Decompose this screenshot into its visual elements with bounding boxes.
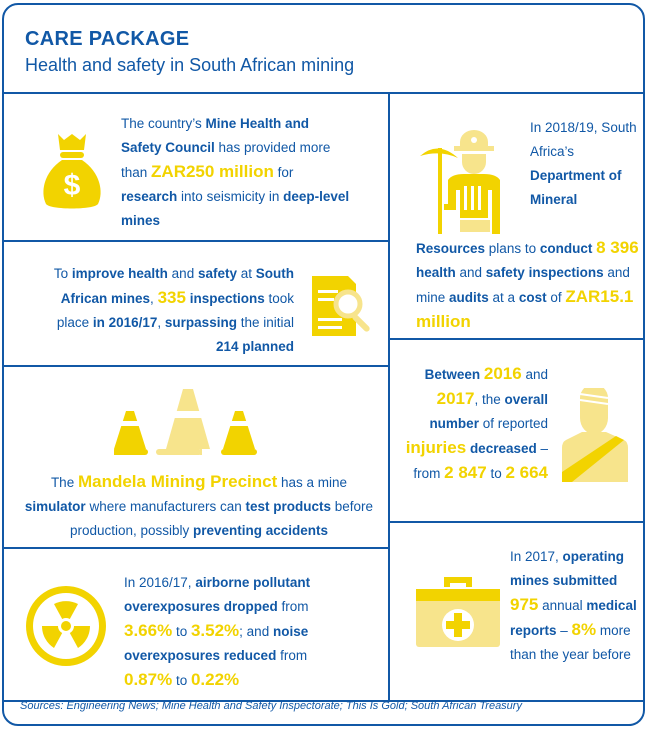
text-segment: In 2016/17, <box>124 575 196 590</box>
medical-cell <box>388 521 645 702</box>
highlight-figure: 335 <box>157 288 186 307</box>
bold-text: research <box>121 189 178 204</box>
simulator-cell <box>2 365 390 549</box>
bold-text: Resources <box>416 241 486 256</box>
bold-text: health <box>416 265 456 280</box>
bold-text: airborne pollutant overexposures dropped <box>124 575 311 614</box>
text-segment: of reported <box>478 416 548 431</box>
text-segment: – from <box>413 441 548 481</box>
text-segment: of <box>546 290 566 305</box>
inspections-text <box>44 262 294 359</box>
text-segment: for <box>273 165 294 180</box>
bold-text: cost <box>518 290 547 305</box>
text-segment: The country’s <box>121 116 206 131</box>
bold-text: decreased <box>469 441 537 456</box>
text-segment: annual <box>538 598 587 613</box>
highlight-figure: injuries <box>405 438 467 457</box>
traffic-cones-icon <box>114 389 279 457</box>
dmr-cell <box>388 92 645 340</box>
bold-text: safety <box>197 266 237 281</box>
text-segment: ; and <box>239 624 273 639</box>
text-segment: The <box>50 475 78 490</box>
text-segment: plans to <box>485 241 540 256</box>
highlight-figure: 2017 <box>436 389 475 408</box>
text-segment: , <box>150 291 158 306</box>
text-segment: from <box>276 648 308 663</box>
dmr-text-top <box>530 116 640 212</box>
bold-text: 214 planned <box>215 339 294 354</box>
bold-text: simulator <box>24 499 86 514</box>
header <box>4 5 643 94</box>
bold-text: test products <box>245 499 332 514</box>
text-segment: more than the year before <box>510 623 631 662</box>
bold-text: conduct <box>539 241 593 256</box>
document-search-icon <box>308 272 380 344</box>
text-segment: from <box>277 599 309 614</box>
bold-text: Mine Health and Safety Council <box>121 116 310 155</box>
highlight-figure: ZAR250 million <box>151 162 274 181</box>
text-segment: where manufacturers can <box>85 499 246 514</box>
text-segment: and <box>521 367 548 382</box>
text-segment: has a mine <box>277 475 348 490</box>
dmr-text <box>416 236 642 335</box>
bold-text: surpassing <box>164 315 237 330</box>
money-bag-icon <box>40 132 104 212</box>
sources-footer: Sources: Engineering News; Mine Health and Safety Inspectorate; This Is Gold; South African Treasury <box>20 700 522 712</box>
bold-text: overall number <box>429 392 548 431</box>
highlight-figure: 0.87% <box>124 670 173 689</box>
text-segment: to <box>172 673 191 688</box>
funding-text <box>121 112 351 233</box>
text-segment: before production, possibly <box>69 499 374 538</box>
highlight-figure: 2 664 <box>505 463 548 482</box>
bold-text: in 2016/17 <box>92 315 158 330</box>
pollutants-cell <box>2 547 390 702</box>
highlight-figure: 8 396 <box>596 238 639 257</box>
injuries-text <box>402 362 548 486</box>
bold-text: South African mines <box>60 266 294 306</box>
highlight-figure: Mandela Mining Precinct <box>77 472 278 491</box>
bold-text: Department of Mineral <box>530 168 622 207</box>
svg-text:$: $ <box>63 169 81 202</box>
bold-text: noise overexposures reduced <box>124 624 309 663</box>
text-segment: To <box>53 266 72 281</box>
subtitle: Health and safety in South African mining <box>25 55 355 75</box>
medical-text <box>510 545 640 667</box>
title: CARE PACKAGE <box>25 28 190 50</box>
text-segment: to <box>486 466 506 481</box>
medical-kit-icon <box>416 575 500 649</box>
text-segment: In 2017, <box>510 549 563 564</box>
text-segment: took place <box>56 291 294 330</box>
highlight-figure: 2 847 <box>444 463 487 482</box>
bold-text: audits <box>449 290 489 305</box>
highlight-figure: 2016 <box>483 364 522 383</box>
bold-text: deep-level mines <box>121 189 350 228</box>
text-segment: , <box>157 315 165 330</box>
text-segment: to <box>172 624 191 639</box>
text-segment: at a <box>488 290 519 305</box>
injured-person-icon <box>562 388 628 482</box>
bold-text: inspections <box>189 291 265 306</box>
text-segment: at <box>236 266 256 281</box>
highlight-figure: 975 <box>510 595 539 614</box>
text-segment: and <box>167 266 198 281</box>
text-segment: In 2018/19, South Africa’s <box>530 120 637 159</box>
radiation-icon <box>24 584 108 668</box>
text-segment: has provided more than <box>121 140 331 180</box>
highlight-figure: ZAR15.1 million <box>416 287 634 331</box>
highlight-figure: 3.52% <box>190 621 240 640</box>
bold-text: operating mines submitted <box>510 549 625 588</box>
bold-text: preventing accidents <box>193 523 329 538</box>
text-segment: and mine <box>416 265 630 305</box>
text-segment: the initial <box>236 315 294 330</box>
text-segment: into seismicity in <box>177 189 284 204</box>
pollutants-text <box>124 571 354 693</box>
bold-text: improve health <box>71 266 168 281</box>
bold-text: Between <box>424 367 484 382</box>
simulator-text <box>24 470 374 543</box>
text-segment: , the <box>474 392 505 407</box>
injuries-cell <box>388 338 645 523</box>
funding-cell <box>2 92 390 242</box>
miner-icon <box>418 128 518 238</box>
highlight-figure: 0.22% <box>190 670 240 689</box>
bold-text: medical reports <box>510 598 637 638</box>
highlight-figure: 8% <box>571 620 597 639</box>
text-segment: – <box>556 623 572 638</box>
inspections-cell <box>2 240 390 367</box>
highlight-figure: 3.66% <box>124 621 173 640</box>
infographic-frame <box>2 3 645 726</box>
bold-text: safety inspections <box>485 265 604 280</box>
text-segment: and <box>455 265 486 280</box>
